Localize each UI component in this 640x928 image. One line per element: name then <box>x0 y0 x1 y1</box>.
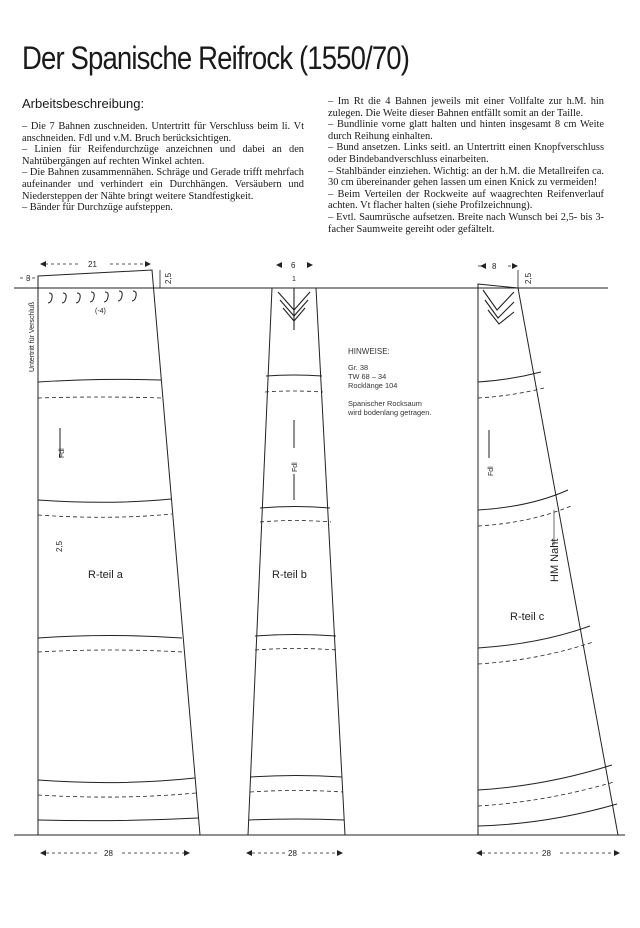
instruction-paragraph: – Bänder für Durchzüge aufsteppen. <box>22 202 173 214</box>
instruction-paragraph: – Evtl. Saumrüsche aufsetzen. Breite nach Wunsch bei 2,5- bis 3-facher Saumweite gereiht oder gefältelt. <box>328 211 604 235</box>
piece-c-channel-lines <box>478 388 614 806</box>
piece-a-label: R-teil a <box>88 569 123 581</box>
piece-a-hoop-lines <box>38 379 198 820</box>
page-title: Der Spanische Reifrock (1550/70) <box>22 40 410 76</box>
piece-c-hoop-lines <box>478 372 617 826</box>
piece-b-grain-label: Fdl <box>292 462 299 472</box>
instruction-paragraph: – Bund ansetzen. Links seitl. an Untertritt einen Knopfverschluss oder Bindebandverschluss einarbeiten. <box>328 142 604 165</box>
instruction-paragraph: – Die 7 Bahnen zuschneiden. Untertritt für Verschluss beim li. Vt anschneiden. Fdl und v.M. Bruch berücksichtigen. <box>22 121 304 144</box>
piece-a-pleat-marks <box>48 291 136 303</box>
piece-c-grain-label: Fdl <box>488 466 495 476</box>
piece-a-top-width: 21 <box>88 260 97 269</box>
instruction-paragraph: – Die Bahnen zusammennähen. Schräge und Gerade trifft mehrfach aufeinander und verhindert ein Durchhängen. Versäubern und Niedersteppen der Nähte bringt weitere Standfestigkeit. <box>22 167 304 202</box>
instruction-paragraph: – Linien für Reifendurchzüge anzeichnen und dabei an den Nahtübergängen auf rechten Winkel achten. <box>22 144 304 167</box>
piece-b-center-mark: 1 <box>292 276 296 283</box>
piece-c-chevron-marks <box>483 290 514 324</box>
section-subtitle: Arbeitsbeschreibung: <box>22 96 145 111</box>
instruction-paragraph: – Beim Verteilen der Rockweite auf waagrechten Reifenverlauf achten. Vt flacher halten (siehe Profilzeichnung). <box>328 188 604 212</box>
piece-b-hem-width: 28 <box>288 849 297 858</box>
allowance-ticks <box>160 270 518 288</box>
instruction-paragraph: – Bundlinie vorne glatt halten und hinten insgesamt 8 cm Weite durch Reihung einhalten. <box>328 119 604 142</box>
notes-remark-2: wird bodenlang getragen. <box>348 408 432 417</box>
piece-b-hoop-lines <box>249 375 344 820</box>
notes-size: Gr. 38 <box>348 363 369 372</box>
grain-lines <box>60 420 489 500</box>
piece-c-hem-width: 28 <box>542 849 551 858</box>
piece-a-top-allowance: 2,5 <box>164 272 173 284</box>
piece-b-outline <box>248 288 345 835</box>
underlap-label: Untertritt für Verschluß <box>29 301 36 372</box>
notes-remark-1: Spanischer Rocksaum <box>348 399 422 408</box>
instruction-paragraph: – Stahlbänder einziehen. Wichtig: an der h.M. die Metallreifen ca. 30 cm übereinander gehen lassen um einen Knick zu vermeiden! <box>328 165 604 189</box>
piece-a-underlap-width: 3 <box>26 274 31 283</box>
piece-b-label: R-teil b <box>272 569 307 581</box>
piece-b-chevron-marks <box>278 288 310 330</box>
piece-a-pleat-note: (-4) <box>95 308 106 315</box>
instruction-paragraph: – Im Rt die 4 Bahnen jeweils mit einer Vollfalte zur h.M. hin zulegen. Die Weite dieser Bahnen entfällt somit an der Taille. <box>328 96 604 119</box>
piece-c-seam-label: HM Naht <box>549 538 561 582</box>
piece-a-grain-label: Fdl <box>59 448 66 458</box>
piece-b-top-width: 6 <box>291 261 296 270</box>
piece-c-top-width: 8 <box>492 262 497 271</box>
piece-c-label: R-teil c <box>510 611 545 623</box>
piece-c-top-allowance: 2,5 <box>524 272 533 284</box>
piece-a-side-allowance: 2,5 <box>55 540 64 552</box>
piece-b-channel-lines <box>250 391 343 792</box>
notes-length: Rocklänge 104 <box>348 381 398 390</box>
notes-heading: HINWEISE: <box>348 347 390 356</box>
piece-c-outline <box>478 284 618 835</box>
piece-a-hem-width: 28 <box>104 849 113 858</box>
notes-measures: TW 68 – 34 <box>348 372 387 381</box>
